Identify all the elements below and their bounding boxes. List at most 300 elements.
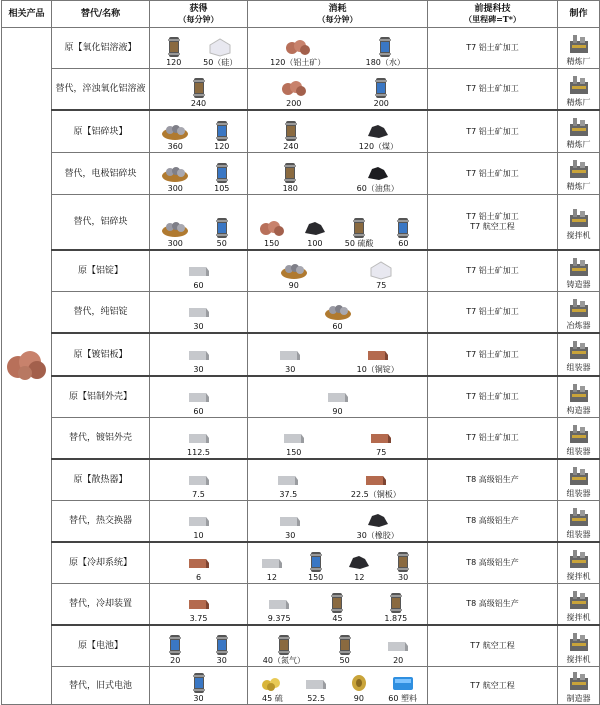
aluminum-ingot-icon <box>185 259 213 281</box>
copper-sheet-icon <box>362 468 390 490</box>
item-quantity: 52.5 <box>307 694 326 703</box>
cooling-system-icon <box>185 592 213 614</box>
item-quantity: 45 硫 <box>262 694 283 703</box>
blender-icon <box>566 629 592 655</box>
tech-requirement: T7 铝土矿加工 <box>428 292 558 334</box>
water-icon <box>208 162 236 184</box>
item-quantity: 30 <box>398 573 409 582</box>
input-cell <box>248 333 428 376</box>
refinery-icon <box>566 31 592 57</box>
input-cell <box>248 376 428 418</box>
building-cell <box>558 195 600 251</box>
recipe-row <box>2 542 600 584</box>
item-quantity: 50 <box>216 239 227 248</box>
item-quantity: 300 <box>167 184 183 193</box>
output-cell <box>150 250 248 292</box>
assembler-icon <box>566 337 592 363</box>
aluminum-ingot-icon <box>324 385 352 407</box>
tech-requirement: T8 高级铝生产 <box>428 584 558 626</box>
item-quantity: 105 <box>214 184 230 193</box>
item-quantity: 12 <box>266 573 277 582</box>
item-quantity: 10 <box>193 531 204 540</box>
water-icon <box>302 551 330 573</box>
building-label: 搅拌机 <box>566 654 591 664</box>
building-cell <box>558 501 600 543</box>
recipe-name: 替代，镀铝外壳 <box>52 418 150 460</box>
heat-sink-icon <box>185 509 213 531</box>
input-cell <box>248 584 428 626</box>
tech-requirement: T7 铝土矿加工 <box>428 69 558 111</box>
item-quantity: 1.875 <box>384 614 408 623</box>
item-slot <box>208 162 236 193</box>
item-quantity: 30 <box>285 365 296 374</box>
recipe-row <box>2 292 600 334</box>
assembler-icon <box>566 421 592 447</box>
coal-icon <box>364 120 392 142</box>
input-cell <box>248 292 428 334</box>
item-quantity: 30 <box>285 531 296 540</box>
item-quantity: 90 <box>288 281 299 290</box>
recipe-row <box>2 333 600 376</box>
sulfuric-acid-icon <box>345 217 373 239</box>
building-cell <box>558 459 600 501</box>
output-cell <box>150 501 248 543</box>
water-icon <box>367 77 395 99</box>
tech-requirement: T7 铝土矿加工 <box>428 28 558 69</box>
item-quantity: 300 <box>167 239 183 248</box>
item-slot <box>301 217 329 248</box>
aluminum-casing-icon <box>185 385 213 407</box>
refinery-icon <box>566 156 592 182</box>
foundry-icon <box>566 254 592 280</box>
output-cell <box>150 292 248 334</box>
water-icon <box>208 634 236 656</box>
item-quantity: 45 <box>332 614 343 623</box>
item-quantity: 240 <box>283 142 299 151</box>
item-slot <box>367 77 395 108</box>
alclad-sheet-icon <box>185 343 213 365</box>
alumina-solution-icon <box>185 77 213 99</box>
recipe-row <box>2 250 600 292</box>
item-slot <box>357 162 399 193</box>
recipe-name: 替代，热交换器 <box>52 501 150 543</box>
bauxite-icon <box>258 217 286 239</box>
motor-icon <box>323 592 351 614</box>
wire-icon <box>345 672 373 694</box>
item-quantity: 50（硅） <box>203 58 238 67</box>
item-slot <box>276 343 304 374</box>
building-cell <box>558 110 600 153</box>
item-slot <box>302 672 330 703</box>
item-slot <box>185 426 213 457</box>
tech-requirement: T7 铝土矿加工 <box>428 153 558 195</box>
sulfuric-acid-icon <box>270 634 298 656</box>
plastic-icon <box>389 672 417 694</box>
sulfur-icon <box>258 672 286 694</box>
item-slot <box>280 426 308 457</box>
item-slot <box>323 592 351 623</box>
item-quantity: 12 <box>354 573 365 582</box>
building-label: 搅拌机 <box>566 230 591 240</box>
building-label: 搅拌机 <box>566 571 591 581</box>
rubber-icon <box>364 509 392 531</box>
item-quantity: 30 <box>216 656 227 665</box>
cooling-system-icon <box>185 551 213 573</box>
recipe-name: 替代，电极铝碎块 <box>52 153 150 195</box>
item-quantity: 60 <box>193 281 204 290</box>
recipe-row <box>2 459 600 501</box>
item-quantity: 75 <box>376 281 387 290</box>
item-slot <box>161 634 189 665</box>
water-icon <box>208 120 236 142</box>
item-slot <box>263 634 305 665</box>
building-cell <box>558 250 600 292</box>
bauxite-icon <box>280 77 308 99</box>
building-cell <box>558 153 600 195</box>
tech-requirement: T8 高级铝生产 <box>428 459 558 501</box>
item-quantity: 30（橡胶） <box>356 531 399 540</box>
petroleum-coke-icon <box>364 162 392 184</box>
item-slot <box>389 217 417 248</box>
header-input: 消耗 （每分钟） <box>248 1 428 28</box>
building-label: 组装器 <box>566 529 591 539</box>
input-cell <box>248 501 428 543</box>
tech-requirement: T8 高级铝生产 <box>428 542 558 584</box>
item-slot <box>280 77 308 108</box>
item-quantity: 100 <box>307 239 323 248</box>
tech-requirement: T7 铝土矿加工 <box>428 110 558 153</box>
recipe-name: 原【铝碎块】 <box>52 110 150 153</box>
output-cell <box>150 69 248 111</box>
manufacturer-icon <box>566 668 592 694</box>
item-quantity: 60 <box>193 407 204 416</box>
heat-sink-icon <box>265 592 293 614</box>
building-label: 组装器 <box>566 446 591 456</box>
building-cell <box>558 28 600 69</box>
item-slot <box>185 343 213 374</box>
item-quantity: 30 <box>193 365 204 374</box>
aluminum-casing-icon <box>185 426 213 448</box>
recipe-row <box>2 195 600 251</box>
aluminum-ingot-icon <box>185 300 213 322</box>
item-quantity: 180 <box>282 184 298 193</box>
aluminum-ingot-icon <box>280 426 308 448</box>
blender-icon <box>566 587 592 613</box>
item-quantity: 150 <box>307 573 324 582</box>
recipe-row <box>2 501 600 543</box>
item-slot <box>161 120 189 151</box>
item-slot <box>357 343 399 374</box>
item-slot <box>367 426 395 457</box>
item-quantity: 20 <box>170 656 181 665</box>
input-cell <box>248 542 428 584</box>
aluminum-scrap-icon <box>161 217 189 239</box>
recipe-row <box>2 153 600 195</box>
input-cell <box>248 69 428 111</box>
smelter-icon <box>566 295 592 321</box>
output-cell <box>150 667 248 705</box>
item-quantity: 50 <box>339 656 350 665</box>
building-label: 精炼厂 <box>566 182 591 191</box>
product-cell <box>2 28 52 705</box>
bauxite-icon <box>284 36 312 58</box>
item-quantity: 3.75 <box>189 614 208 623</box>
item-quantity: 9.375 <box>267 614 291 623</box>
building-cell <box>558 418 600 460</box>
item-slot <box>384 634 412 665</box>
recipe-row <box>2 28 600 69</box>
output-cell <box>150 110 248 153</box>
building-label: 构造器 <box>566 405 591 415</box>
item-slot <box>344 217 374 248</box>
recipe-row <box>2 418 600 460</box>
building-cell <box>558 667 600 705</box>
header-row <box>2 1 600 28</box>
recipe-name: 替代，冷却装置 <box>52 584 150 626</box>
copper-ingot-icon <box>367 426 395 448</box>
tech-requirement: T7 铝土矿加工 <box>428 250 558 292</box>
building-label: 搅拌机 <box>566 612 591 622</box>
item-slot <box>382 592 410 623</box>
item-slot <box>185 672 213 703</box>
item-slot <box>185 592 213 623</box>
recipe-name: 原【氧化铝溶液】 <box>52 28 150 69</box>
input-cell <box>248 110 428 153</box>
item-quantity: 30 <box>193 322 204 331</box>
input-cell <box>248 250 428 292</box>
item-quantity: 40（氮气） <box>262 656 305 665</box>
tech-requirement: T8 高级铝生产 <box>428 501 558 543</box>
recipe-row <box>2 625 600 667</box>
aluminum-ingot-icon <box>276 343 304 365</box>
item-quantity: 360 <box>167 142 183 151</box>
item-slot <box>345 551 373 582</box>
item-slot <box>357 509 399 540</box>
output-cell <box>150 333 248 376</box>
item-quantity: 150 <box>286 448 302 457</box>
recipe-name: 原【散热器】 <box>52 459 150 501</box>
item-quantity: 60 <box>332 322 343 331</box>
building-cell <box>558 542 600 584</box>
item-slot <box>257 672 287 703</box>
item-slot <box>324 300 352 331</box>
bauxite-icon <box>5 375 49 384</box>
item-quantity: 200 <box>373 99 389 108</box>
output-cell <box>150 459 248 501</box>
item-slot <box>367 259 395 290</box>
aluminum-casing-icon <box>276 509 304 531</box>
input-cell <box>248 195 428 251</box>
item-quantity: 7.5 <box>192 490 205 499</box>
item-slot <box>185 259 213 290</box>
battery-icon <box>161 634 189 656</box>
output-cell <box>150 418 248 460</box>
input-cell <box>248 625 428 667</box>
item-slot <box>270 36 325 67</box>
building-label: 精炼厂 <box>566 97 591 107</box>
item-slot <box>185 77 213 108</box>
item-slot <box>324 385 352 416</box>
item-quantity: 20 <box>393 656 404 665</box>
building-label: 冶炼器 <box>566 320 591 330</box>
recipe-name: 替代，铝碎块 <box>52 195 150 251</box>
input-cell <box>248 459 428 501</box>
tech-requirement: T7 铝土矿加工 <box>428 333 558 376</box>
item-slot <box>208 120 236 151</box>
water-icon <box>208 217 236 239</box>
item-slot <box>185 385 213 416</box>
item-quantity: 200 <box>286 99 302 108</box>
recipe-name: 替代，旧式电池 <box>52 667 150 705</box>
item-quantity: 120 <box>214 142 230 151</box>
item-quantity: 50 硫酸 <box>344 239 374 248</box>
output-cell <box>150 542 248 584</box>
item-quantity: 120（铝土矿） <box>270 58 326 67</box>
item-quantity: 60 塑料 <box>388 694 417 703</box>
tech-requirement: T7 铝土矿加工 T7 航空工程 <box>428 195 558 251</box>
coal-icon <box>301 217 329 239</box>
item-slot <box>359 120 398 151</box>
tech-requirement: T7 铝土矿加工 <box>428 376 558 418</box>
recipe-row <box>2 584 600 626</box>
alumina-solution-icon <box>160 36 188 58</box>
output-cell <box>150 376 248 418</box>
silica-icon <box>206 36 234 58</box>
recipe-name: 原【电池】 <box>52 625 150 667</box>
item-slot <box>258 217 286 248</box>
header-make: 制作 <box>558 1 600 28</box>
recipe-name: 原【镀铝板】 <box>52 333 150 376</box>
recipe-name: 替代，淬浊氧化铝溶液 <box>52 69 150 111</box>
battery-icon <box>185 672 213 694</box>
recipe-row <box>2 69 600 111</box>
alumina-solution-icon <box>277 120 305 142</box>
header-product: 相关产品 <box>2 1 52 28</box>
item-slot <box>280 259 308 290</box>
aluminum-scrap-icon <box>161 120 189 142</box>
item-slot <box>185 468 213 499</box>
output-cell <box>150 195 248 251</box>
item-slot <box>185 551 213 582</box>
input-cell <box>248 418 428 460</box>
item-slot <box>185 509 213 540</box>
output-cell <box>150 625 248 667</box>
aluminum-casing-icon <box>384 634 412 656</box>
item-slot <box>277 120 305 151</box>
item-quantity: 90 <box>332 407 343 416</box>
item-slot <box>331 634 359 665</box>
constructor-icon <box>566 380 592 406</box>
recipe-table <box>1 0 600 705</box>
item-quantity: 37.5 <box>279 490 298 499</box>
item-slot <box>203 36 237 67</box>
item-quantity: 150 <box>263 239 280 248</box>
assembler-icon <box>566 463 592 489</box>
refinery-icon <box>566 114 592 140</box>
item-slot <box>208 217 236 248</box>
aluminum-scrap-icon <box>161 162 189 184</box>
item-slot <box>265 592 293 623</box>
nitrogen-icon <box>389 551 417 573</box>
item-quantity: 90 <box>353 694 364 703</box>
tech-requirement: T7 航空工程 <box>428 625 558 667</box>
tech-requirement: T7 铝土矿加工 <box>428 418 558 460</box>
item-quantity: 75 <box>376 448 387 457</box>
silica-icon <box>367 259 395 281</box>
item-slot <box>302 551 330 582</box>
building-cell <box>558 376 600 418</box>
assembler-icon <box>566 504 592 530</box>
building-label: 精炼厂 <box>566 140 591 149</box>
building-label: 组装器 <box>566 488 591 498</box>
item-quantity: 60 <box>398 239 409 248</box>
item-quantity: 22.5（铜板） <box>350 490 401 499</box>
building-cell <box>558 333 600 376</box>
item-slot <box>208 634 236 665</box>
building-label: 铸造器 <box>566 279 591 289</box>
item-slot <box>366 36 405 67</box>
item-quantity: 30 <box>193 694 204 703</box>
blender-icon <box>566 205 592 231</box>
item-quantity: 120 <box>166 58 182 67</box>
heat-sink-icon <box>258 551 286 573</box>
recipe-row <box>2 376 600 418</box>
item-slot <box>161 162 189 193</box>
item-slot <box>388 672 418 703</box>
output-cell <box>150 153 248 195</box>
refinery-icon <box>566 72 592 98</box>
item-quantity: 6 <box>195 573 202 582</box>
input-cell <box>248 667 428 705</box>
item-slot <box>345 672 373 703</box>
output-cell <box>150 584 248 626</box>
building-cell <box>558 625 600 667</box>
building-label: 精炼厂 <box>566 56 591 66</box>
copper-ingot-icon <box>364 343 392 365</box>
building-cell <box>558 69 600 111</box>
recipe-name: 替代，纯铝锭 <box>52 292 150 334</box>
item-slot <box>276 162 304 193</box>
item-quantity: 180（水） <box>365 58 405 67</box>
item-slot <box>389 551 417 582</box>
building-cell <box>558 584 600 626</box>
header-output: 获得 （每分钟） <box>150 1 248 28</box>
building-label: 组装器 <box>566 363 591 372</box>
aluminum-scrap-icon <box>324 300 352 322</box>
alclad-sheet-icon <box>274 468 302 490</box>
item-quantity: 10（铜锭） <box>356 365 399 374</box>
alclad-sheet-icon <box>302 672 330 694</box>
alumina-solution-icon <box>276 162 304 184</box>
tech-requirement: T7 航空工程 <box>428 667 558 705</box>
recipe-row <box>2 667 600 705</box>
recipe-row <box>2 110 600 153</box>
item-quantity: 120（煤） <box>358 142 399 151</box>
item-slot <box>274 468 302 499</box>
input-cell <box>248 153 428 195</box>
item-slot <box>258 551 286 582</box>
header-tech: 前提科技 （里程碑=T*） <box>428 1 558 28</box>
output-cell <box>150 28 248 69</box>
recipe-name: 原【铝制外壳】 <box>52 376 150 418</box>
item-slot <box>276 509 304 540</box>
heat-sink-icon <box>185 468 213 490</box>
input-cell <box>248 28 428 69</box>
recipe-body <box>2 28 600 705</box>
water-icon <box>389 217 417 239</box>
water-icon <box>371 36 399 58</box>
item-quantity: 60（油焦） <box>356 184 399 193</box>
